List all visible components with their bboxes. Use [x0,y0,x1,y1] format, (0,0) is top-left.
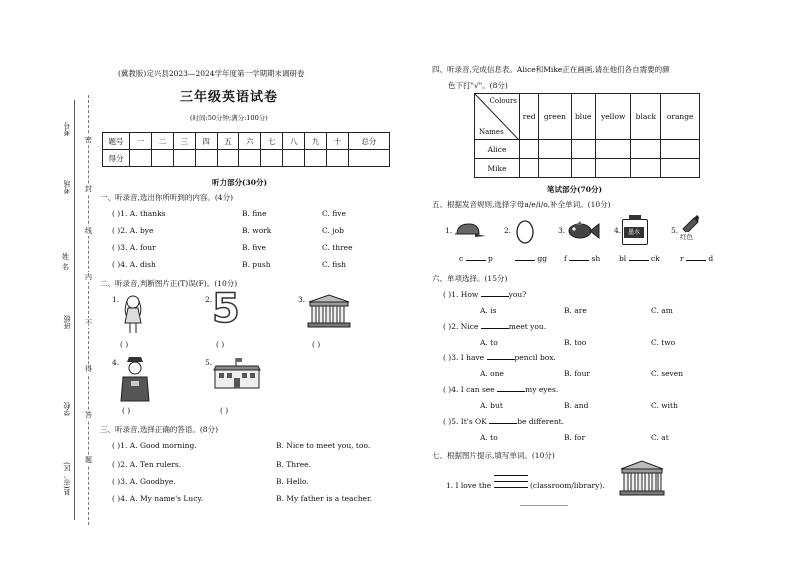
s5-num-4: 4. [614,226,622,235]
s5-blank-5[interactable] [686,260,706,261]
s6-q5-a: A. to [480,433,498,442]
s3-q3-b: B. Hello. [276,477,309,486]
s3-q4: ( )4. A. My name's Lucy. [112,494,204,503]
section2-title: 二、听录音,判断图片正(T)误(F)。(10分) [100,279,238,288]
section1-title: 一、听录音,选出你所听到的内容。(4分) [100,193,234,202]
s6-q3-blank[interactable] [487,359,515,360]
colour-green: green [539,94,571,140]
s6-q4-a: A. but [480,401,503,410]
section4-title-line2: 色下打"√"。(8分) [448,81,508,90]
exam-info: (时间:50分钟;满分:100分) [190,114,268,122]
score-head-2: 二 [151,133,173,150]
cap-icon [453,222,487,240]
score-cell[interactable] [130,150,152,167]
s5-word-2 [515,254,547,263]
seal-mi: 密 [85,136,92,144]
egg-icon [514,218,536,244]
colour-black: black [631,94,661,140]
score-cell[interactable] [326,150,348,167]
s1-q2-c: C. job [322,226,344,235]
s6-q2-c: C. two [651,338,676,347]
s5-post-1: p [487,254,493,263]
score-label: 得分 [103,150,130,167]
label-ming: 名 [62,263,69,271]
s1-q4-c: C. fish [322,260,346,269]
label-xing: 姓 [62,253,69,261]
s5-blank-4[interactable] [629,260,649,261]
score-row-scores [103,150,390,167]
s6-q1-a: A. is [480,306,497,315]
s6-q5 [443,417,564,426]
red-colour-label: 红色 [680,233,693,241]
section7-title: 七、根据图片提示,填写单词。(10分) [432,451,555,460]
s5-pre-4: bl [619,254,627,263]
colour-orange: orange [661,94,700,140]
s5-word-1 [459,254,493,263]
s6-q2-rest: meet you. [508,322,547,331]
s2-num-3: 3. [298,295,306,304]
seal-feng: 封 [85,185,92,193]
s1-q1: ( )1. A. thanks [112,209,166,218]
s6-q5-b: B. for [564,433,586,442]
colour-yellow: yellow [595,94,631,140]
section4-title-line1: 四、听录音,完成信息表。Alice和Mike正在画画,请在他们各自需要的颜 [432,65,670,74]
colour-red: red [520,94,539,140]
seal-nei: 内 [85,273,92,281]
s2-answer-5[interactable]: ( ) [220,406,229,415]
alice-row [475,140,700,159]
s6-q2-blank[interactable] [481,328,509,329]
s5-blank-2[interactable] [515,260,535,261]
score-cell[interactable] [348,150,389,167]
s6-q1-c: C. am [651,306,673,315]
s3-q3: ( )3. A. Goodbye. [112,477,176,486]
seal-xian: 线 [85,227,92,235]
tick-cell[interactable] [571,159,595,178]
s6-q3-a: A. one [480,369,504,378]
s6-q4-stem: ( )4. I can see [443,385,495,394]
number-five-picture: 5 [212,286,240,332]
tick-cell[interactable] [520,140,539,159]
s6-q5-stem: ( )5. It's OK [443,417,487,426]
label-banji: 班级 [63,315,71,329]
label-kaochang: 考场 [63,180,71,194]
score-cell[interactable] [283,150,305,167]
name-alice: Alice [475,140,520,159]
s2-answer-1[interactable]: ( ) [120,340,129,349]
score-head-5: 五 [217,133,239,150]
tick-cell[interactable] [539,159,571,178]
score-head-9: 九 [305,133,327,150]
colour-blue: blue [571,94,595,140]
s7-q1 [446,478,605,490]
s3-q1-b: B. Nice to meet you, too. [276,441,371,450]
s6-q4-rest: my eyes. [525,385,559,394]
s5-pre-1: c [459,254,464,263]
score-head-total: 总分 [348,133,389,150]
score-table [102,132,390,167]
section6-title: 六、单项选择。(15分) [432,274,508,283]
s6-q2-b: B. too [564,338,587,347]
s6-q5-rest: be different. [517,417,565,426]
s1-q4-b: B. push [242,260,271,269]
s2-answer-3[interactable]: ( ) [312,340,321,349]
s6-q1-rest: you? [508,290,527,299]
s2-num-5: 5. [205,358,213,367]
seal-bu: 不 [85,319,92,327]
score-head-8: 八 [283,133,305,150]
tick-cell[interactable] [539,140,571,159]
s5-pre-5: r [680,254,684,263]
tick-cell[interactable] [595,159,631,178]
s3-q2-b: B. Three. [276,460,311,469]
s7-q1-options: (classroom/library). [529,481,605,490]
section3-title: 三、听录音,选择正确的答语。(8分) [100,425,219,434]
s6-q3-stem: ( )3. I have [443,353,485,362]
s5-num-3: 3. [558,226,566,235]
s5-word-5 [680,254,713,263]
s1-q3-b: B. five [242,243,266,252]
s6-q1 [443,290,526,299]
section5-title: 五、根据发音规则,选择字母a/e/i/o,补全单词。(10分) [432,200,611,209]
s5-num-2: 2. [504,226,512,235]
s3-q1: ( )1. A. Good morning. [112,441,197,450]
score-head-6: 六 [239,133,261,150]
tick-cell[interactable] [520,159,539,178]
s7-q1-blank-group[interactable] [494,478,528,490]
score-head-7: 七 [261,133,283,150]
s5-post-4: ck [650,254,660,263]
s6-q1-blank[interactable] [481,296,509,297]
corner-names: Names [479,128,504,136]
s3-q2: ( )2. A. Ten rulers. [112,460,182,469]
s5-post-2: gg [537,254,547,263]
s6-q3-c: C. seven [651,369,684,378]
margin-fill-line [74,100,75,520]
seal-de: 得 [85,365,92,373]
s6-q1-b: B. are [564,306,587,315]
s6-q4 [443,385,558,394]
crayon-icon [680,214,700,232]
s7-q1-stem: 1. I love the [446,481,492,490]
score-cell[interactable] [151,150,173,167]
score-head-3: 三 [173,133,195,150]
police-officer-icon [118,355,152,403]
library-building-icon [618,460,666,496]
tick-cell[interactable] [595,140,631,159]
score-cell[interactable] [261,150,283,167]
score-head-4: 四 [195,133,217,150]
tick-cell[interactable] [661,140,700,159]
tick-cell[interactable] [631,140,661,159]
s6-q2 [443,322,546,331]
score-cell[interactable] [239,150,261,167]
score-head-label: 题号 [103,133,130,150]
mike-row [475,159,700,178]
listening-heading: 听力部分(30分) [212,178,268,187]
s5-num-1: 1. [445,226,453,235]
tick-cell[interactable] [631,159,661,178]
label-xuexiao: 学校 [63,402,71,416]
s1-q4: ( )4. A. dish [112,260,156,269]
s6-q3-b: B. four [564,369,590,378]
tick-cell[interactable] [571,140,595,159]
girl-picture-icon [118,293,148,335]
s1-q1-c: C. five [322,209,346,218]
s2-num-1: 1. [112,295,120,304]
score-head-10: 十 [326,133,348,150]
library-building-icon [306,294,352,328]
s5-word-3 [564,254,600,263]
s6-q4-c: C. with [651,401,678,410]
s6-q3 [443,353,556,362]
score-cell[interactable] [195,150,217,167]
writing-heading: 笔试部分(70分) [547,185,603,194]
s5-pre-3: f [564,254,567,263]
s1-q3-c: C. three [322,243,353,252]
name-mike: Mike [475,159,520,178]
ink-label: 墨水 [624,227,644,238]
s2-answer-4[interactable]: ( ) [122,406,131,415]
s6-q5-c: C. at [651,433,669,442]
s5-word-4 [619,254,660,263]
score-cell[interactable] [217,150,239,167]
score-head-1: 一 [130,133,152,150]
s5-post-3: sh [591,254,601,263]
s3-q4-b: B. My father is a teacher. [276,494,373,503]
corner-colours: Colours [489,97,517,105]
s2-num-2: 2. [205,295,213,304]
table-corner-cell [475,94,520,140]
s5-blank-1[interactable] [466,260,486,261]
s1-q2: ( )2. A. bye [112,226,154,235]
s6-q4-b: B. and [564,401,589,410]
s2-answer-2[interactable]: ( ) [216,340,225,349]
school-building-icon [212,356,262,392]
seal-da: 答 [85,411,92,419]
score-cell[interactable] [305,150,327,167]
score-row-numbers [103,133,390,150]
ink-bottle-icon [622,219,648,245]
s6-q1-stem: ( )1. How [443,290,479,299]
s5-blank-3[interactable] [569,260,589,261]
s6-q4-blank[interactable] [497,391,525,392]
s1-q3: ( )3. A. four [112,243,156,252]
s6-q3-rest: pencil box. [514,353,556,362]
s6-q2-stem: ( )2. Nice [443,322,479,331]
label-kaohao: 考号 [63,122,71,136]
tick-cell[interactable] [661,159,700,178]
answer-line[interactable] [520,505,568,506]
exam-subtitle: (冀教版)定兴县2023—2024学年度第一学期期末调研卷 [118,69,305,78]
s5-num-5: 5. [671,226,679,235]
fish-icon [566,220,600,242]
s6-q5-blank[interactable] [489,423,517,424]
seal-ti: 题 [85,456,92,464]
colour-header-row [475,94,700,140]
s5-post-5: d [708,254,714,263]
exam-title: 三年级英语试卷 [180,90,279,105]
s2-num-4: 4. [112,358,120,367]
s6-q2-a: A. to [480,338,498,347]
s1-q1-b: B. fine [242,209,267,218]
label-xian: 县(市、区) [63,462,71,496]
score-cell[interactable] [173,150,195,167]
colour-info-table [474,93,700,178]
s1-q2-b: B. work [242,226,272,235]
